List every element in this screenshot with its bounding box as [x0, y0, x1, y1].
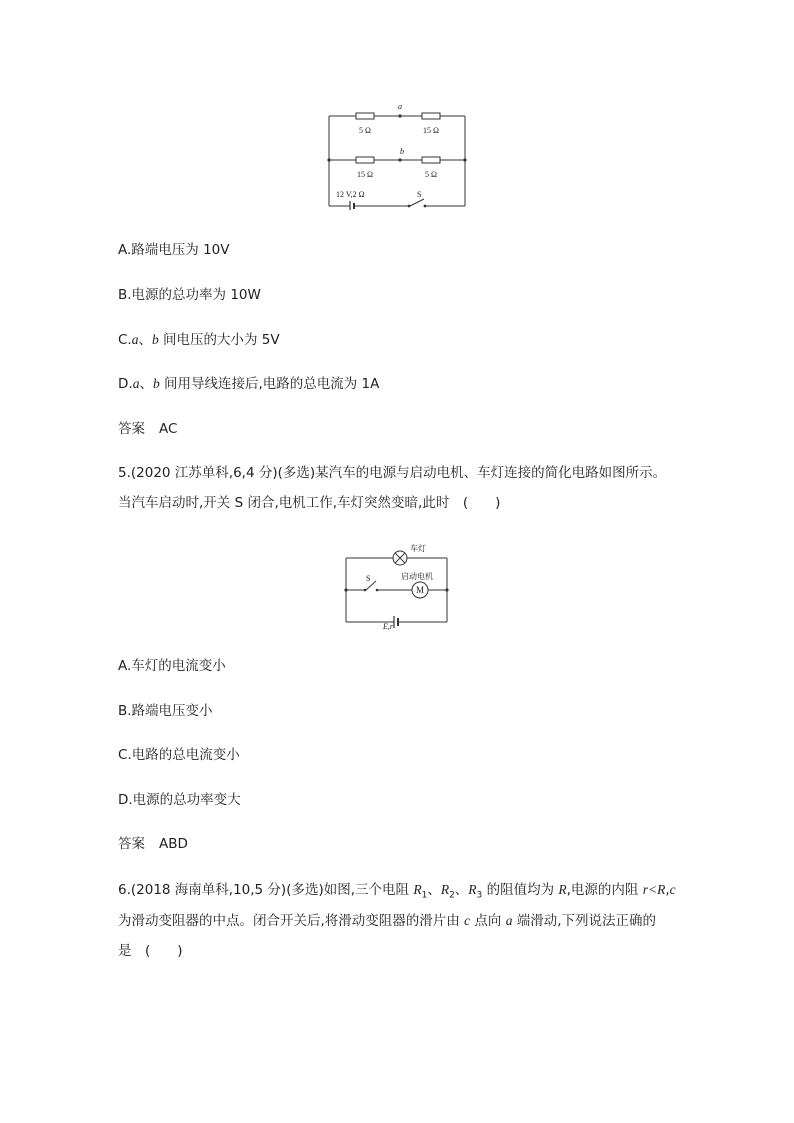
q6-text-2: 的阻值均为: [482, 882, 559, 898]
q4-option-a: A.路端电压为 10V: [118, 242, 230, 258]
q6-c-1: c: [669, 882, 676, 897]
q6-r1-sub: 1: [421, 890, 428, 901]
q5-answer-value: ABD: [159, 836, 188, 852]
q6-c-2: c: [464, 913, 471, 928]
q6-line2-post: 端滑动,下列说法正确的: [512, 913, 657, 929]
q5-stem-line2: 当汽车启动时,开关 S 闭合,电机工作,车灯突然变暗,此时 ( ): [118, 495, 501, 511]
lamp-label: 车灯: [410, 544, 426, 553]
switch-blade: [410, 199, 424, 206]
q5-answer: [118, 834, 188, 854]
q4-option-b: B.电源的总功率为 10W: [118, 287, 261, 303]
motor-symbol: M: [415, 585, 425, 595]
q5-stem-line1: 5.(2020 江苏单科,6,4 分)(多选)某汽车的电源与启动电机、车灯连接的简化电路如图所示。: [118, 465, 667, 481]
q6-r3: R: [468, 882, 477, 897]
q4-option-c-rest: 间电压的大小为 5V: [158, 332, 280, 348]
q6-line2-mid: 点向: [470, 913, 506, 929]
q5-option-b: B.路端电压变小: [118, 703, 213, 719]
q5-option-a: A.车灯的电流变小: [118, 658, 226, 674]
q4-option-c-b: b: [151, 332, 159, 347]
circuit-figure-2: [340, 542, 452, 632]
q6-r1: R: [413, 882, 422, 897]
resistor-top-right-label: 15 Ω: [423, 126, 439, 135]
resistor-bottom-right-label: 5 Ω: [425, 170, 437, 179]
q5-option-c: C.电路的总电流变小: [118, 747, 240, 763]
resistor-bottom-left-label: 15 Ω: [357, 170, 373, 179]
q6-r3-sub: 3: [476, 890, 483, 901]
q5-answer-label: 答案: [118, 836, 145, 852]
q4-option-c-a: a: [131, 332, 139, 347]
resistor-bottom-right: [422, 157, 440, 163]
node-b-label: b: [400, 147, 404, 156]
q6-text-1: 6.(2018 海南单科,10,5 分)(多选)如图,三个电阻: [118, 882, 414, 898]
q6-text-3: ,电源的内阻: [566, 882, 643, 898]
q6-a: a: [505, 913, 513, 928]
q4-option-c-sep: 、: [138, 332, 152, 348]
q4-option-d-prefix: D.: [118, 376, 133, 392]
q6-stem-line2: [118, 911, 656, 931]
source-label: 12 V,2 Ω: [336, 190, 365, 199]
q4-option-d-a: a: [132, 376, 140, 391]
switch-label: S: [417, 190, 422, 199]
q6-r: R: [558, 882, 567, 897]
q6-condition: r<R: [642, 882, 666, 897]
q4-answer-label: 答案: [118, 421, 145, 437]
resistor-top-left-label: 5 Ω: [359, 126, 371, 135]
resistor-top-left: [356, 113, 374, 119]
q4-option-d-b: b: [152, 376, 160, 391]
circuit-figure-1: [320, 98, 470, 210]
source-label: E,r: [383, 622, 393, 631]
q6-sep-2: 、: [454, 882, 469, 898]
q6-r2-sub: 2: [449, 890, 455, 901]
q5-option-d: D.电源的总功率变大: [118, 792, 241, 808]
q6-sep-1: 、: [427, 882, 441, 898]
q4-option-d: [118, 374, 379, 394]
motor-label: 启动电机: [401, 572, 433, 581]
q6-stem-line3: 是 ( ): [118, 943, 183, 959]
node-a-label: a: [398, 102, 402, 111]
node-b-dot: [398, 158, 401, 161]
resistor-top-right: [422, 113, 440, 119]
q4-option-d-rest: 间用导线连接后,电路的总电流为 1A: [159, 376, 380, 392]
q6-line2-pre: 为滑动变阻器的中点。闭合开关后,将滑动变阻器的滑片由: [118, 913, 465, 929]
resistor-bottom-left: [356, 157, 374, 163]
q4-option-c-prefix: C.: [118, 332, 132, 348]
q6-stem-line1: [118, 880, 676, 906]
q4-option-d-sep: 、: [139, 376, 153, 392]
q6-text-4: ,: [665, 882, 670, 898]
switch-label: S: [366, 574, 371, 583]
q4-answer: [118, 419, 177, 439]
circuit-diagram-2: [340, 542, 452, 632]
q4-answer-value: AC: [159, 421, 178, 437]
node-a-dot: [398, 114, 401, 117]
q6-r2: R: [440, 882, 450, 897]
circuit-diagram-1: [320, 98, 470, 210]
q4-option-c: [118, 330, 280, 350]
